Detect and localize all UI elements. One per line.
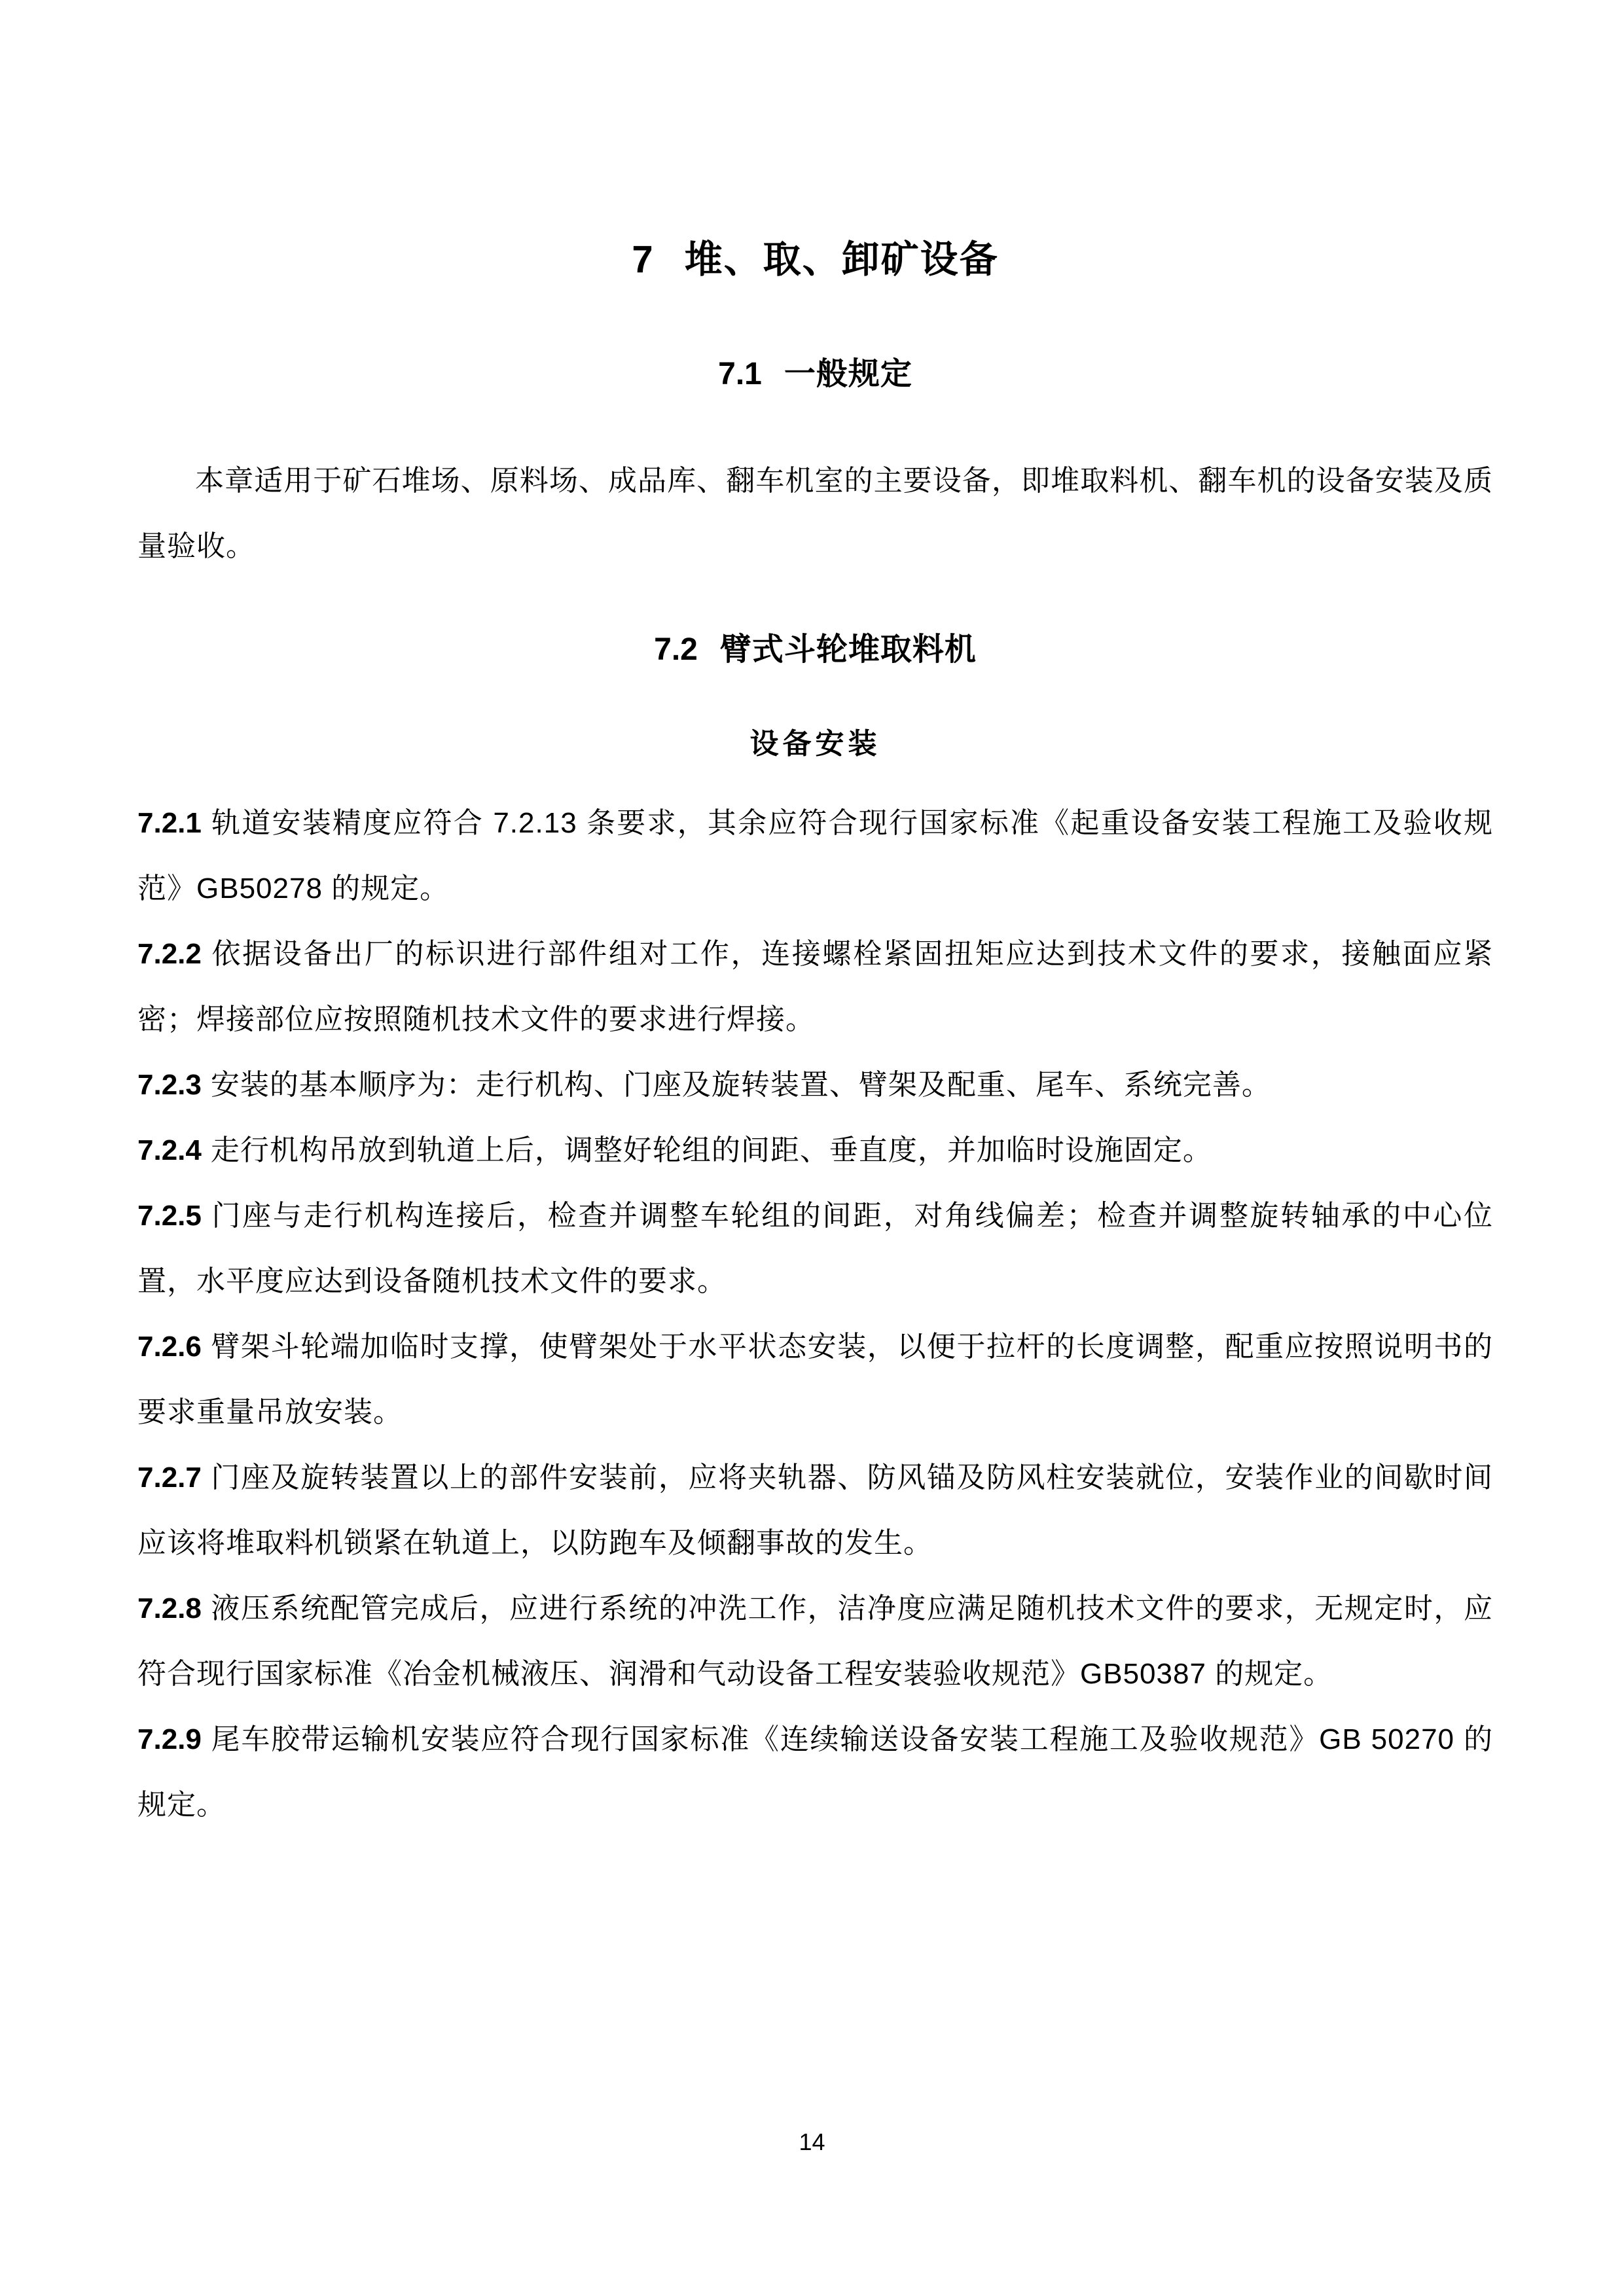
section-7-1-title: 一般规定: [784, 357, 912, 391]
subsection-heading: 设备安装: [749, 728, 881, 760]
clause-7-2-8: [137, 1576, 1493, 1707]
clause-7-2-5-text: 门座与走行机构连接后，检查并调整车轮组的间距，对角线偏差；检查并调整旋转轴承的中心位置，水平度应达到设备随机技术文件的要求。: [137, 1200, 1493, 1297]
section-7-1-number: 7.1: [718, 357, 762, 391]
clause-7-2-2-number: 7.2.2: [137, 938, 202, 970]
section-heading-7-1: [137, 356, 1493, 393]
clause-7-2-6-number: 7.2.6: [137, 1331, 202, 1363]
intro-paragraph: 本章适用于矿石堆场、原料场、成品库、翻车机室的主要设备，即堆取料机、翻车机的设备安装及质量验收。: [137, 465, 1493, 562]
clause-7-2-7-number: 7.2.7: [137, 1462, 202, 1494]
clause-7-2-3: [137, 1052, 1493, 1118]
clause-7-2-5: [137, 1183, 1493, 1314]
clause-7-2-1-text: 轨道安装精度应符合 7.2.13 条要求，其余应符合现行国家标准《起重设备安装工程施工及验收规范》GB50278 的规定。: [137, 807, 1493, 905]
section-heading-7-2: [137, 632, 1493, 668]
section-7-2-title: 臂式斗轮堆取料机: [719, 632, 977, 667]
clause-7-2-2: [137, 922, 1493, 1052]
clause-7-2-1-number: 7.2.1: [137, 807, 202, 839]
clause-7-2-9-number: 7.2.9: [137, 1723, 202, 1755]
clause-7-2-9: [137, 1707, 1493, 1838]
clause-7-2-8-number: 7.2.8: [137, 1592, 202, 1624]
clause-7-2-7: [137, 1445, 1493, 1576]
clause-7-2-3-number: 7.2.3: [137, 1069, 202, 1101]
clause-7-2-5-number: 7.2.5: [137, 1200, 202, 1232]
clause-7-2-4-number: 7.2.4: [137, 1134, 202, 1166]
clause-7-2-2-text: 依据设备出厂的标识进行部件组对工作，连接螺栓紧固扭矩应达到技术文件的要求，接触面应紧密；焊接部位应按照随机技术文件的要求进行焊接。: [137, 938, 1493, 1035]
section-7-2-number: 7.2: [654, 632, 698, 667]
clause-7-2-1: [137, 791, 1493, 922]
clause-7-2-9-text: 尾车胶带运输机安装应符合现行国家标准《连续输送设备安装工程施工及验收规范》GB 50270 的规定。: [137, 1723, 1493, 1821]
clause-7-2-8-text: 液压系统配管完成后，应进行系统的冲洗工作，洁净度应满足随机技术文件的要求，无规定时，应符合现行国家标准《冶金机械液压、润滑和气动设备工程安装验收规范》GB50387 的规定。: [137, 1592, 1493, 1690]
clause-7-2-4-text: 走行机构吊放到轨道上后，调整好轮组的间距、垂直度，并加临时设施固定。: [210, 1134, 1212, 1166]
chapter-title-text: 堆、取、卸矿设备: [684, 238, 999, 281]
clauses-list: [137, 791, 1493, 1838]
clause-7-2-6: [137, 1314, 1493, 1445]
page-number: 14: [799, 2128, 825, 2155]
chapter-number: 7: [632, 238, 653, 281]
clause-7-2-3-text: 安装的基本顺序为：走行机构、门座及旋转装置、臂架及配重、尾车、系统完善。: [210, 1069, 1271, 1101]
chapter-title: [137, 239, 1493, 281]
clause-7-2-4: [137, 1118, 1493, 1183]
clause-7-2-7-text: 门座及旋转装置以上的部件安装前，应将夹轨器、防风锚及防风柱安装就位，安装作业的间歇时间应该将堆取料机锁紧在轨道上，以防跑车及倾翻事故的发生。: [137, 1462, 1493, 1559]
clause-7-2-6-text: 臂架斗轮端加临时支撑，使臂架处于水平状态安装，以便于拉杆的长度调整，配重应按照说明书的要求重量吊放安装。: [137, 1331, 1493, 1428]
